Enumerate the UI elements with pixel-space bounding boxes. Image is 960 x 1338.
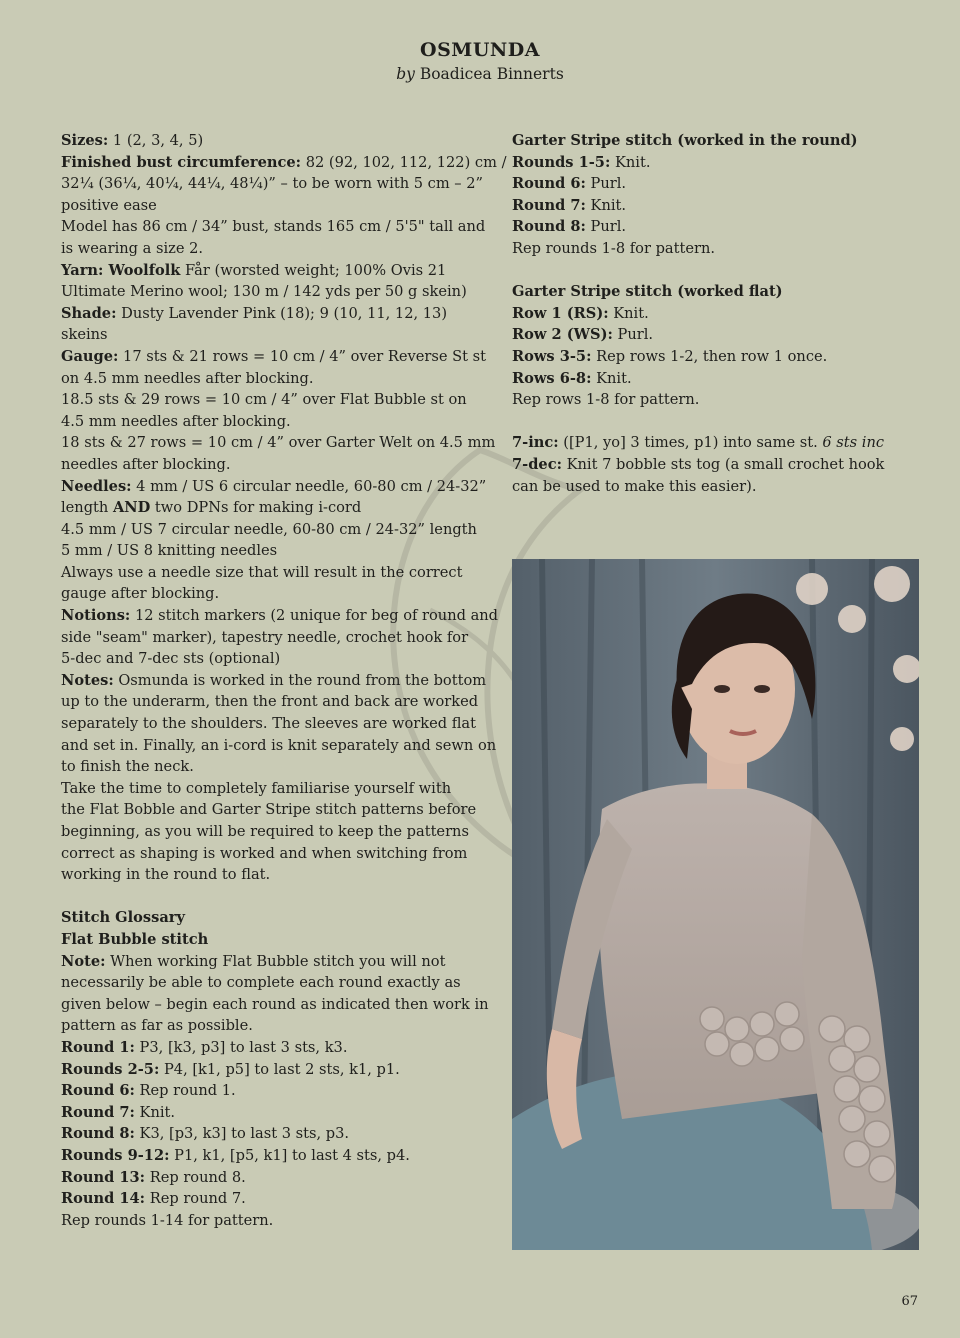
row-text: Knit. (591, 369, 632, 387)
round-line (61, 1037, 471, 1059)
round-label: Rounds 2-5: (61, 1060, 160, 1078)
round-line (512, 173, 922, 195)
gauge-value-line: 4.5 mm needles after blocking. (61, 412, 291, 430)
yarn-brand: Woolfolk (103, 261, 181, 279)
notes-value-line: correct as shaping is worked and when switching from (61, 844, 468, 862)
sizes-label: Sizes: (61, 132, 109, 149)
row-label: Rows 3-5: (512, 347, 592, 365)
round-label: Rounds 1-5: (512, 153, 611, 171)
garter-stripe-round-heading: Garter Stripe stitch (worked in the round) (512, 132, 858, 149)
round-label: Round 7: (512, 196, 586, 214)
round-line (512, 216, 922, 238)
round-line (61, 1167, 471, 1189)
needles-text: length (61, 499, 113, 517)
needles-text: two DPNs for making i-cord (150, 499, 362, 517)
note-line (61, 951, 471, 973)
gauge-value-line: on 4.5 mm needles after blocking. (61, 369, 314, 387)
round-text: Rep round 8. (145, 1168, 246, 1186)
gauge-value-line: needles after blocking. (61, 455, 231, 473)
inc-label: 7-inc: (512, 434, 559, 452)
flat-bubble-heading: Flat Bubble stitch (61, 930, 209, 948)
page-number: 67 (901, 1294, 918, 1309)
needles-value-line: 4.5 mm / US 7 circular needle, 60-80 cm / 24-32” length (61, 520, 477, 538)
round-line (61, 1145, 471, 1167)
shade-line (61, 303, 471, 325)
needles-value-line: gauge after blocking. (61, 585, 220, 603)
spacer (61, 886, 471, 908)
round-text: Knit. (585, 196, 627, 214)
row-label: Row 2 (WS): (512, 326, 613, 344)
shade-value-line: skeins (61, 326, 108, 344)
byline (0, 64, 960, 84)
notions-label: Notions: (61, 607, 131, 625)
shade-label: Shade: (61, 304, 117, 322)
round-line (512, 195, 922, 217)
bust-value-line: 32¼ (36¼, 40¼, 44¼, 48¼)” – to be worn with 5 cm – 2” (61, 175, 483, 193)
row-line (512, 346, 922, 368)
spacer (512, 411, 922, 433)
rep-rounds-line: Rep rounds 1-14 for pattern. (61, 1211, 274, 1229)
notes-value-line: separately to the shoulders. The sleeves are worked flat (61, 715, 477, 733)
notes-value-line: the Flat Bobble and Garter Stripe stitch patterns before (61, 801, 477, 819)
round-line (512, 152, 922, 174)
round-text: Knit. (134, 1103, 176, 1121)
spacer (512, 260, 922, 282)
round-text: P4, [k1, p5] to last 2 sts, k1, p1. (159, 1060, 400, 1078)
gauge-label: Gauge: (61, 347, 119, 365)
needles-label: Needles: (61, 477, 132, 495)
round-text: Purl. (585, 218, 627, 236)
round-label: Round 6: (61, 1082, 135, 1100)
page-title: OSMUNDA (420, 39, 540, 61)
stitch-glossary-heading: Stitch Glossary (61, 909, 185, 927)
row-line (512, 324, 922, 346)
model-photo (512, 559, 919, 1250)
note-value-line: necessarily be able to complete each round exactly as (61, 974, 461, 992)
round-text: Rep round 7. (145, 1190, 246, 1208)
dec-label: 7-dec: (512, 455, 562, 473)
notes-value-line: to finish the neck. (61, 758, 194, 776)
inc-line (512, 432, 922, 454)
notions-value-line: side "seam" marker), tapestry needle, crochet hook for (61, 628, 469, 646)
needles-value: 4 mm / US 6 circular needle, 60-80 cm / 24-32” (131, 477, 487, 495)
row-text: Knit. (608, 304, 649, 322)
yarn-label: Yarn: (61, 261, 104, 279)
notes-value-line: and set in. Finally, an i-cord is knit separately and sewn on (61, 736, 497, 754)
row-text: Rep rows 1-2, then row 1 once. (591, 347, 828, 365)
note-value: When working Flat Bubble stitch you will not (105, 952, 446, 970)
round-label: Round 13: (61, 1168, 146, 1186)
notes-value-line: working in the round to flat. (61, 866, 271, 884)
model-line: Model has 86 cm / 34” bust, stands 165 cm / 5'5" tall and (61, 218, 486, 236)
gauge-line (61, 346, 487, 368)
gauge-value-line: 18 sts & 27 rows = 10 cm / 4” over Garter Welt on 4.5 mm (61, 434, 496, 452)
bust-line (61, 152, 507, 174)
round-line (61, 1188, 471, 1210)
round-label: Round 7: (61, 1103, 135, 1121)
garter-stripe-flat-heading: Garter Stripe stitch (worked flat) (512, 283, 783, 301)
round-label: Round 8: (61, 1125, 135, 1143)
yarn-line (61, 260, 471, 282)
row-text: Purl. (612, 326, 654, 344)
needles-value-line: 5 mm / US 8 knitting needles (61, 542, 278, 560)
dec-line (512, 454, 922, 476)
model-photo-illustration (512, 559, 919, 1250)
needles-and: AND (112, 499, 151, 517)
gauge-value: 17 sts & 21 rows = 10 cm / 4” over Reverse St st (118, 347, 487, 365)
notions-value: 12 stitch markers (2 unique for beg of round and (130, 607, 499, 625)
notions-line (61, 605, 499, 627)
round-text: P3, [k3, p3] to last 3 sts, k3. (134, 1038, 348, 1056)
sizes-line (61, 130, 471, 152)
sizes-value: 1 (2, 3, 4, 5) (108, 132, 204, 149)
notes-line (61, 670, 487, 692)
round-label: Round 6: (512, 175, 586, 193)
round-line (61, 1059, 471, 1081)
rep-rounds-line: Rep rounds 1-8 for pattern. (512, 239, 716, 257)
notions-value-line: 5-dec and 7-dec sts (optional) (61, 650, 281, 668)
author-name: Boadicea Binnerts (419, 65, 564, 83)
inc-text: ([P1, yo] 3 times, p1) into same st. (558, 434, 823, 452)
model-line: is wearing a size 2. (61, 239, 204, 257)
round-line (61, 1123, 471, 1145)
round-label: Round 14: (61, 1190, 146, 1208)
bust-value-line: positive ease (61, 196, 157, 214)
row-label: Row 1 (RS): (512, 304, 609, 322)
round-line (61, 1102, 471, 1124)
inc-note: 6 sts inc (822, 434, 885, 452)
note-value-line: pattern as far as possible. (61, 1017, 253, 1035)
round-label: Round 1: (61, 1038, 135, 1056)
round-label: Round 8: (512, 218, 586, 236)
notes-value-line: Take the time to completely familiarise yourself with (61, 779, 452, 797)
round-text: K3, [p3, k3] to last 3 sts, p3. (134, 1125, 350, 1143)
round-line (61, 1080, 471, 1102)
bust-label: Finished bust circumference: (61, 153, 302, 171)
note-label: Note: (61, 952, 106, 970)
round-text: Purl. (585, 175, 627, 193)
needles-value-line: Always use a needle size that will result in the correct (61, 563, 463, 581)
notes-label: Notes: (61, 671, 114, 689)
dec-text-line: can be used to make this easier). (512, 477, 757, 495)
left-column (61, 130, 507, 1231)
round-text: P1, k1, [p5, k1] to last 4 sts, p4. (169, 1146, 410, 1164)
shade-value: Dusty Lavender Pink (18); 9 (10, 11, 12, 13) (116, 304, 448, 322)
row-label: Rows 6-8: (512, 369, 592, 387)
needles-line (61, 476, 487, 498)
bust-value: 82 (92, 102, 112, 122) cm / (301, 153, 507, 171)
notes-value-line: up to the underarm, then the front and back are worked (61, 693, 479, 711)
dec-text: Knit 7 bobble sts tog (a small crochet hook (561, 455, 885, 473)
row-line (512, 303, 922, 325)
by-label: by (396, 65, 415, 83)
row-line (512, 368, 922, 390)
header (0, 38, 960, 84)
needles-value-line (61, 497, 471, 519)
round-text: Knit. (610, 153, 651, 171)
right-column (512, 130, 922, 497)
note-value-line: given below – begin each round as indicated then work in (61, 995, 489, 1013)
gauge-value-line: 18.5 sts & 29 rows = 10 cm / 4” over Flat Bubble st on (61, 391, 467, 409)
yarn-value: Får (worsted weight; 100% Ovis 21 (180, 261, 447, 279)
round-text: Rep round 1. (134, 1082, 236, 1100)
rep-rows-line: Rep rows 1-8 for pattern. (512, 391, 700, 409)
round-label: Rounds 9-12: (61, 1146, 170, 1164)
notes-value-line: beginning, as you will be required to keep the patterns (61, 823, 469, 840)
notes-value: Osmunda is worked in the round from the bottom (113, 671, 487, 689)
yarn-value-line: Ultimate Merino wool; 130 m / 142 yds per 50 g skein) (61, 283, 467, 301)
